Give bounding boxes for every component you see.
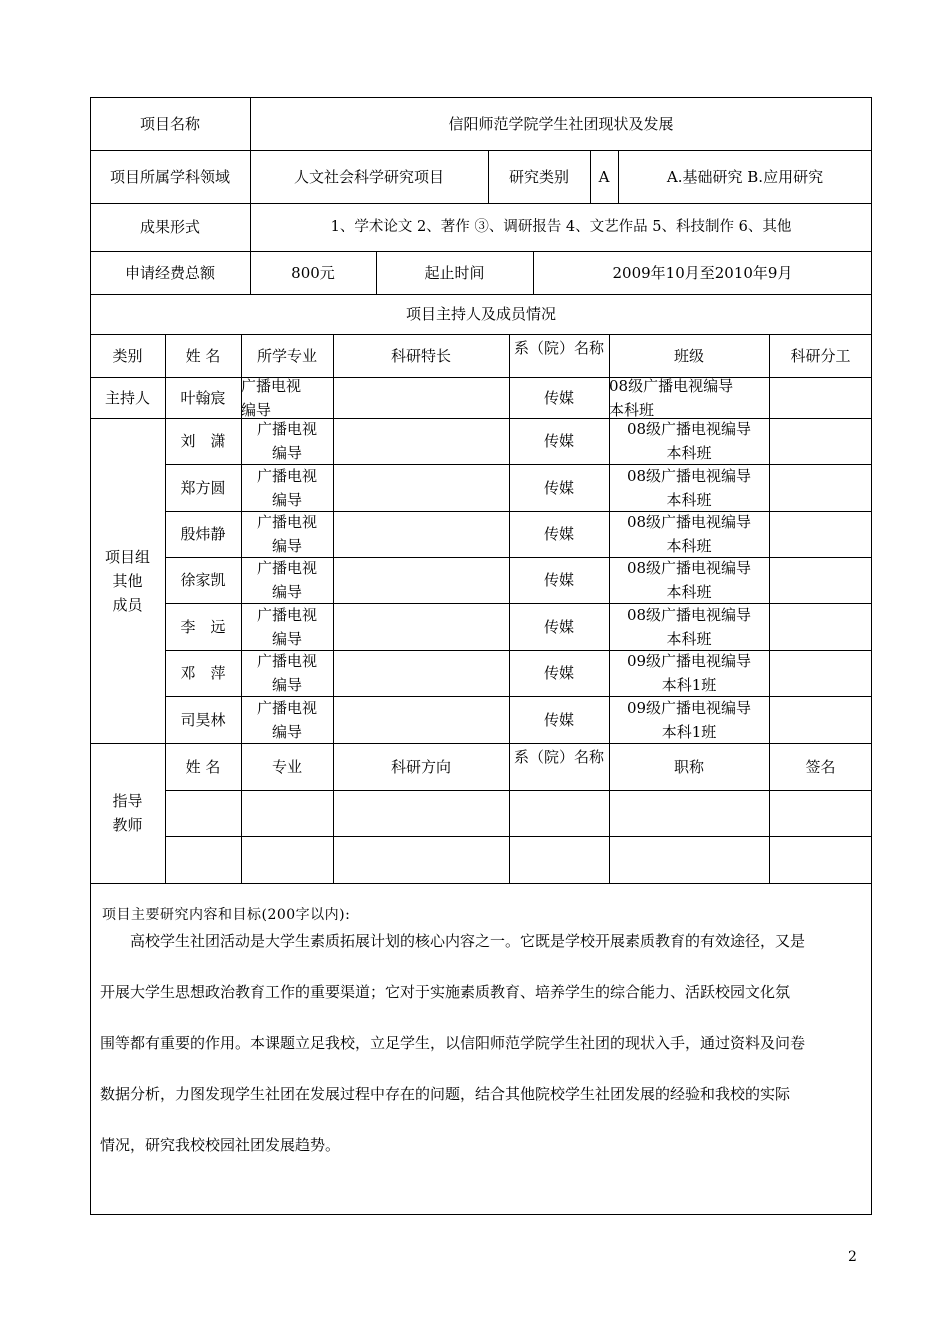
member-role [769,603,872,650]
member-department: 传媒 [543,388,574,407]
member-department: 传媒 [543,571,574,589]
period-value: 2009年10月至2010年9月 [612,263,793,282]
member-major: 广播电视 编导 [256,605,317,648]
research-content-line: 数据分析，力图发现学生社团在发展过程中存在的问题，结合其他院校学生社团发展的经验和我校的实际 [100,1085,791,1103]
member-department: 传媒 [543,664,574,682]
member-specialty [333,464,509,511]
member-role [769,650,872,696]
member-department: 传媒 [543,432,574,450]
member-major: 广播电视 编导 [241,377,302,418]
member-class: 09级广播电视编导 本科1班 [626,698,752,741]
period-label: 起止时间 [424,263,485,282]
member-department: 传媒 [543,478,574,497]
member-role [769,464,872,511]
member-department: 传媒 [543,525,574,543]
member-major: 广播电视 编导 [256,420,317,462]
output-form-label: 成果形式 [139,218,200,236]
member-major: 广播电视 编导 [256,559,317,601]
project-name-label: 项目名称 [139,114,200,133]
research-content-line: 围等都有重要的作用。本课题立足我校，立足学生，以信阳师范学院学生社团的现状入手，通过资料及问卷 [100,1034,806,1052]
member-class: 08级广播电视编导 本科班 [626,420,752,462]
member-specialty [333,418,509,464]
header-name: 姓 名 [185,346,221,365]
member-name: 邓 萍 [180,664,226,682]
member-specialty [333,557,509,603]
member-name: 叶翰宸 [180,388,226,407]
member-role [769,418,872,464]
field-label: 项目所属学科领域 [109,167,230,186]
budget-label: 申请经费总额 [124,263,215,282]
member-specialty [333,603,509,650]
advisor-label: 指导 教师 [112,792,143,834]
member-name: 殷炜静 [180,525,226,543]
advisor-header-major: 专业 [271,757,302,776]
member-name: 郑方圆 [180,478,226,497]
advisor-header-signature: 签名 [805,757,836,776]
member-major: 广播电视 编导 [256,466,317,509]
field-value: 人文社会科学研究项目 [293,167,444,186]
advisor-header-name: 姓 名 [185,757,221,776]
member-class: 09级广播电视编导 本科1班 [626,652,752,694]
advisor-header-department: 系（院）名称 [514,748,604,766]
member-major: 广播电视 编导 [256,698,317,741]
member-role [769,511,872,557]
header-category: 类别 [112,346,143,365]
member-department: 传媒 [543,617,574,636]
member-class: 08级广播电视编导 本科班 [609,377,734,418]
header-major: 所学专业 [256,346,317,365]
advisor-header-direction: 科研方向 [390,757,451,776]
member-specialty [333,696,509,743]
category-label: 研究类别 [508,167,569,186]
member-specialty [333,377,509,418]
budget-value: 800元 [291,263,335,282]
member-name: 李 远 [180,617,226,636]
member-name: 刘 潇 [180,432,226,450]
header-specialty: 科研特长 [390,346,451,365]
member-major: 广播电视 编导 [256,652,317,694]
member-name: 徐家凯 [180,571,226,589]
research-content-line: 高校学生社团活动是大学生素质拓展计划的核心内容之一。它既是学校开展素质教育的有效途径，又是 [100,932,806,950]
header-class: 班级 [673,346,704,365]
group-members-label: 项目组 其他 成员 [104,547,150,614]
member-class: 08级广播电视编导 本科班 [626,513,752,555]
members-section-title: 项目主持人及成员情况 [405,305,556,323]
member-department: 传媒 [543,710,574,729]
header-department: 系（院）名称 [514,339,604,357]
member-role [769,377,872,418]
project-name-value: 信阳师范学院学生社团现状及发展 [448,114,674,133]
member-class: 08级广播电视编导 本科班 [626,559,752,601]
page-number: 2 [848,1249,857,1265]
member-specialty [333,650,509,696]
research-content-line: 开展大学生思想政治教育工作的重要渠道；它对于实施素质教育、培养学生的综合能力、活跃校园文化氛 [100,983,791,1001]
header-role: 科研分工 [790,346,851,365]
member-role [769,557,872,603]
output-form-options: 1、学术论文 2、著作 ③、调研报告 4、文艺作品 5、科技制作 6、其他 [330,219,792,235]
member-class: 08级广播电视编导 本科班 [626,466,752,509]
advisor-header-title: 职称 [673,757,704,776]
member-role [769,696,872,743]
member-major: 广播电视 编导 [256,513,317,555]
member-specialty [333,511,509,557]
member-class: 08级广播电视编导 本科班 [626,605,752,648]
research-content-line: 情况，研究我校校园社团发展趋势。 [100,1136,341,1154]
research-content-heading: 项目主要研究内容和目标(200字以内): [102,907,351,923]
member-name: 司昊林 [180,710,226,729]
category-options: A.基础研究 B.应用研究 [666,167,824,186]
category-value: A [598,167,610,186]
host-label: 主持人 [104,388,150,407]
